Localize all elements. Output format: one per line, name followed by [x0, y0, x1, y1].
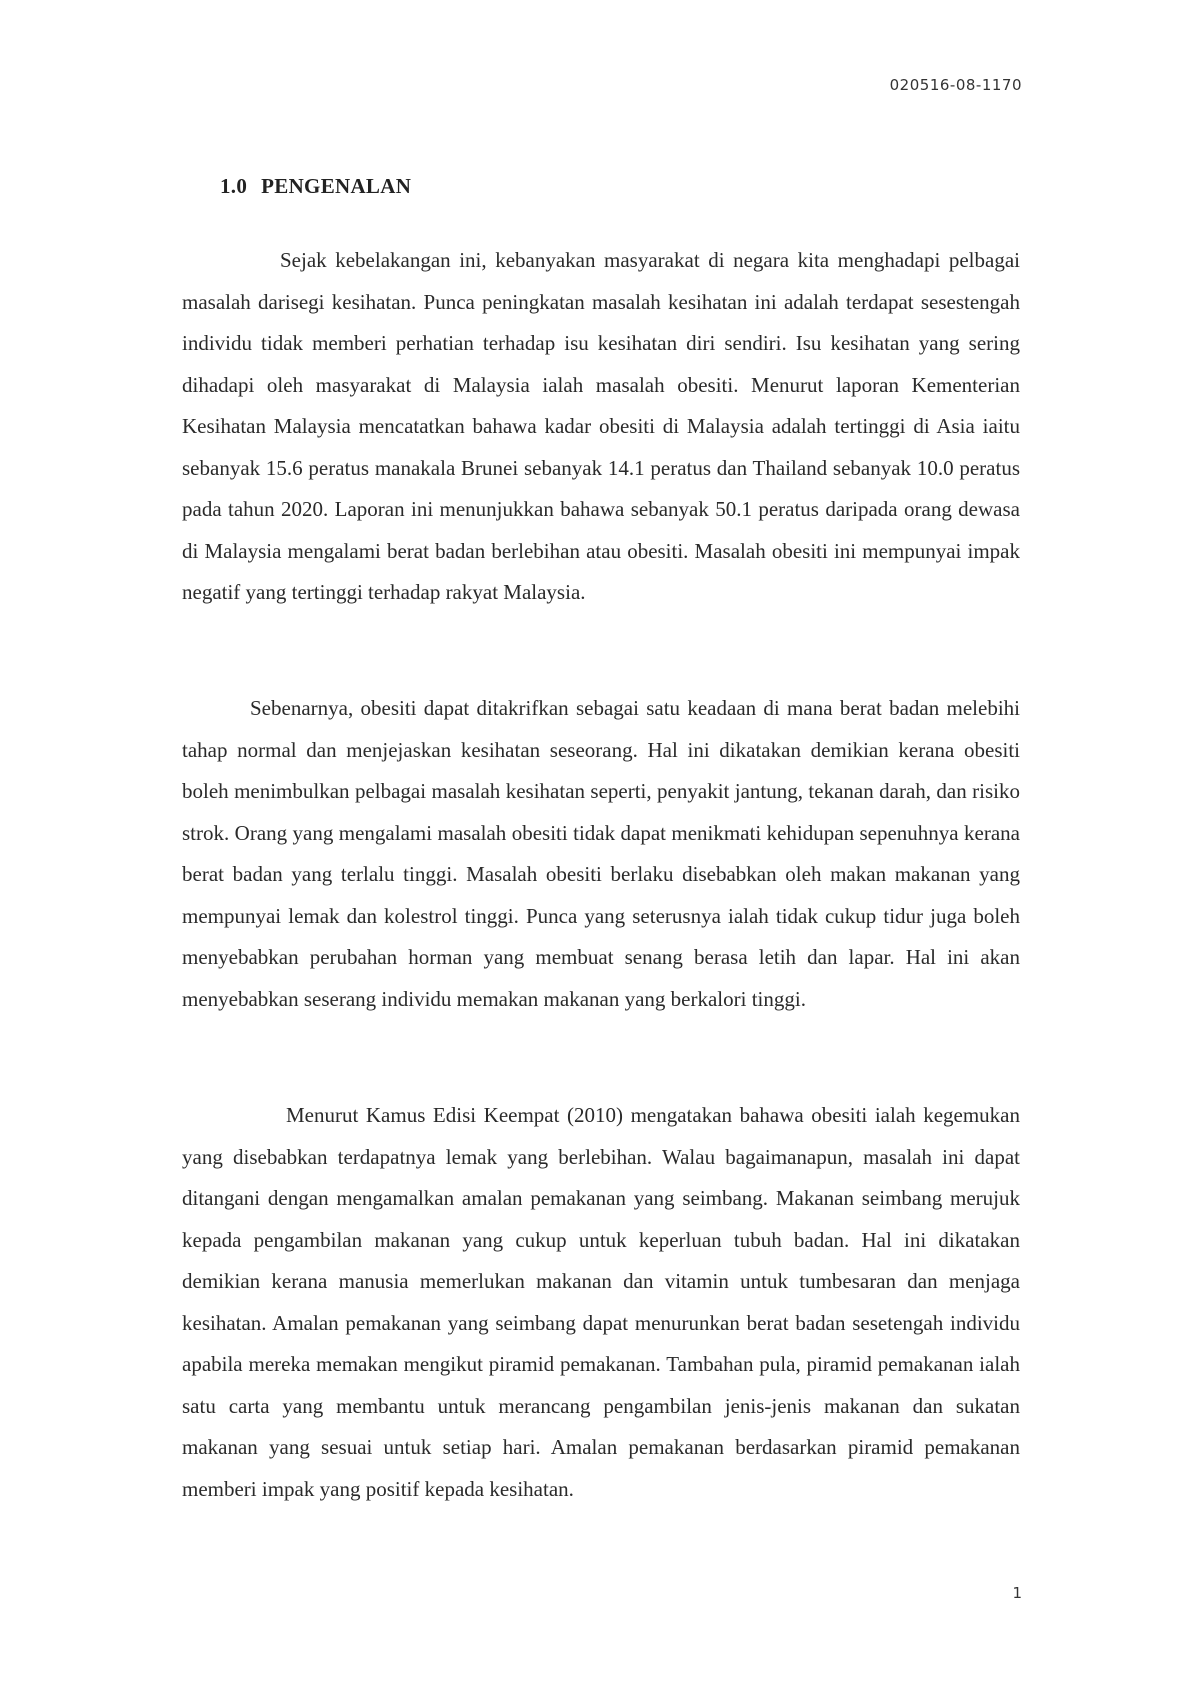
section-heading [220, 174, 411, 199]
section-number: 1.0 [220, 174, 248, 198]
page-number: 1 [1012, 1584, 1022, 1602]
paragraph-solution: Menurut Kamus Edisi Keempat (2010) mengatakan bahawa obesiti ialah kegemukan yang disebabkan terdapatnya lemak yang berlebihan. Walau bagaimanapun, masalah ini dapat ditangani dengan mengamalkan amalan pemakanan yang seimbang. Makanan seimbang merujuk kepada pengambilan makanan yang cukup untuk keperluan tubuh badan. Hal ini dikatakan demikian kerana manusia memerlukan makanan dan vitamin untuk tumbesaran dan menjaga kesihatan. Amalan pemakanan yang seimbang dapat menurunkan berat badan sesetengah individu apabila mereka memakan mengikut piramid pemakanan. Tambahan pula, piramid pemakanan ialah satu carta yang membantu untuk merancang pengambilan jenis-jenis makanan dan sukatan makanan yang sesuai untuk setiap hari. Amalan pemakanan berdasarkan piramid pemakanan memberi impak yang positif kepada kesihatan. [182, 1103, 1020, 1501]
header-student-id: 020516-08-1170 [889, 76, 1022, 94]
section-title: PENGENALAN [261, 174, 412, 198]
paragraph-definition: Sebenarnya, obesiti dapat ditakrifkan sebagai satu keadaan di mana berat badan melebihi tahap normal dan menjejaskan kesihatan seseorang. Hal ini dikatakan demikian kerana obesiti boleh menimbulkan pelbagai masalah kesihatan seperti, penyakit jantung, tekanan darah, dan risiko strok. Orang yang mengalami masalah obesiti tidak dapat menikmati kehidupan sepenuhnya kerana berat badan yang terlalu tinggi. Masalah obesiti berlaku disebabkan oleh makan makanan yang mempunyai lemak dan kolestrol tinggi. Punca yang seterusnya ialah tidak cukup tidur juga boleh menyebabkan perubahan horman yang membuat senang berasa letih dan lapar. Hal ini akan menyebabkan seserang individu memakan makanan yang berkalori tinggi. [182, 696, 1020, 1011]
paragraph-introduction: Sejak kebelakangan ini, kebanyakan masyarakat di negara kita menghadapi pelbagai masalah darisegi kesihatan. Punca peningkatan masalah kesihatan ini adalah terdapat sesestengah individu tidak memberi perhatian terhadap isu kesihatan diri sendiri. Isu kesihatan yang sering dihadapi oleh masyarakat di Malaysia ialah masalah obesiti. Menurut laporan Kementerian Kesihatan Malaysia mencatatkan bahawa kadar obesiti di Malaysia adalah tertinggi di Asia iaitu sebanyak 15.6 peratus manakala Brunei sebanyak 14.1 peratus dan Thailand sebanyak 10.0 peratus pada tahun 2020. Laporan ini menunjukkan bahawa sebanyak 50.1 peratus daripada orang dewasa di Malaysia mengalami berat badan berlebihan atau obesiti. Masalah obesiti ini mempunyai impak negatif yang tertinggi terhadap rakyat Malaysia. [182, 248, 1020, 604]
